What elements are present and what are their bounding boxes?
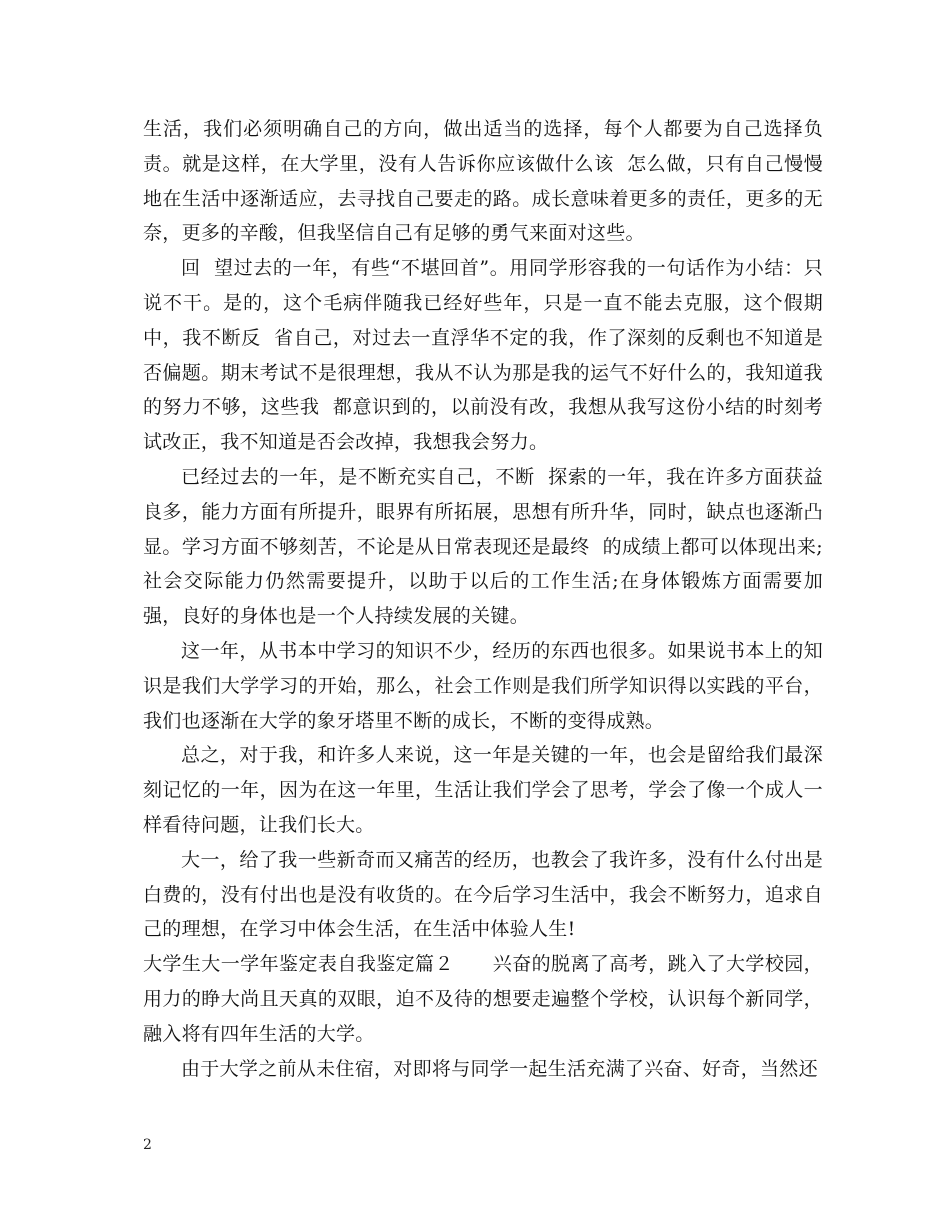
paragraph-dormitory: 由于大学之前从未住宿，对即将与同学一起生活充满了兴奋、好奇，当然还: [181, 1057, 818, 1080]
paragraph-freshman-year: 大一，给了我一些新奇而又痛苦的经历，也教会了我许多，没有什么付出是白费的，没有付出也是没有收货的。在今后学习生活中，我会不断努力，追求自己的理想，在学习中体会生活，在生活中体验人生!: [143, 848, 823, 941]
page-number: 2: [143, 1137, 152, 1153]
paragraph-summary: 总之，对于我，和许多人来说，这一年是关键的一年，也会是留给我们最深刻记忆的一年，因为在这一年里，生活让我们学会了思考，学会了像一个成人一样看待问题，让我们长大。: [143, 744, 823, 836]
document-body: [143, 112, 823, 1086]
paragraph-past-year: 已经过去的一年，是不断充实自己，不断 探索的一年，我在许多方面获益良多，能力方面有所提升，眼界有所拓展，思想有所升华，同时，缺点也逐渐凸显。学习方面不够刻苦，不论是从日常表现还是最终 的成绩上都可以体现出来;社会交际能力仍然需要提升，以助于以后的工作生活;在身体锻炼方面需要加强，良好的身体也是一个人持续发展的关键。: [143, 465, 823, 628]
paragraph-looking-back: 回 望过去的一年，有些“不堪回首”。用同学形容我的一句话作为小结：只说不干。是的，这个毛病伴随我已经好些年，只是一直不能去克服，这个假期中，我不断反 省自己，对过去一直浮华不定的我，作了深刻的反剩也不知道是否偏题。期末考试不是很理想，我从不认为那是我的运气不好什么的，我知道我的努力不够，这些我 都意识到的，以前没有改，我想从我写这份小结的时刻考试改正，我不知道是否会改掉，我想我会努力。: [143, 257, 823, 454]
paragraph-continuation: 生活，我们必须明确自己的方向，做出适当的选择，每个人都要为自己选择负责。就是这样，在大学里，没有人告诉你应该做什么该 怎么做，只有自己慢慢地在生活中逐渐适应，去寻找自己要走的路。成长意味着更多的责任，更多的无奈，更多的辛酸，但我坚信自己有足够的勇气来面对这些。: [143, 118, 823, 245]
paragraph-knowledge: 这一年，从书本中学习的知识不少，经历的东西也很多。如果说书本上的知识是我们大学学习的开始，那么，社会工作则是我们所学知识得以实践的平台，我们也逐渐在大学的象牙塔里不断的成长，不断的变得成熟。: [143, 639, 823, 732]
paragraph-section-2-heading: 大学生大一学年鉴定表自我鉴定篇２ 兴奋的脱离了高考，跳入了大学校园，用力的睁大尚且天真的双眼，迫不及待的想要走遍整个学校，认识每个新同学，融入将有四年生活的大学。: [143, 953, 823, 1045]
